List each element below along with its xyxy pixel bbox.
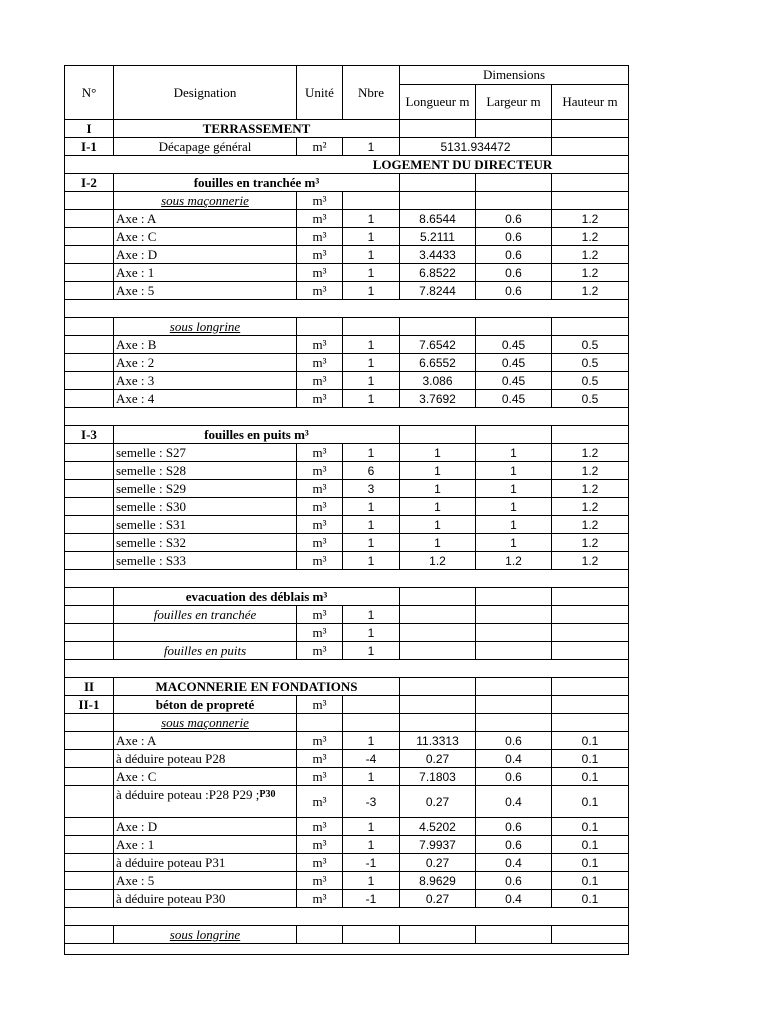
row-nbre [342, 317, 400, 336]
cell-longueur: 1.2 [399, 551, 476, 570]
row-no [64, 263, 114, 282]
cell-longueur: 7.8244 [399, 281, 476, 300]
cell-longueur: 11.3313 [399, 731, 476, 750]
cell-largeur [475, 119, 552, 138]
cell-longueur: 3.7692 [399, 389, 476, 408]
cell-longueur: 3.086 [399, 371, 476, 390]
row-unite: m³ [296, 371, 343, 390]
cell-longueur [399, 605, 476, 624]
row-nbre: -4 [342, 749, 400, 768]
cell-largeur: 1 [475, 479, 552, 498]
row-nbre: 1 [342, 767, 400, 786]
cell-longueur [399, 425, 476, 444]
cell-longueur: 5.2111 [399, 227, 476, 246]
row-unite: m² [296, 137, 343, 156]
spacer-row [64, 569, 629, 588]
cell-largeur: 0.6 [475, 281, 552, 300]
header-designation: Designation [113, 65, 297, 120]
row-no [64, 623, 114, 642]
row-nbre: 1 [342, 443, 400, 462]
row-nbre: -1 [342, 889, 400, 908]
cell-hauteur: 0.5 [551, 353, 629, 372]
row-designation: sous maçonnerie [113, 713, 297, 732]
row-designation: semelle : S30 [113, 497, 297, 516]
row-unite: m³ [296, 209, 343, 228]
cell-longueur: 6.6552 [399, 353, 476, 372]
cell-largeur: 0.6 [475, 731, 552, 750]
row-designation: Axe : C [113, 767, 297, 786]
spacer-row [64, 659, 629, 678]
header-nbre: Nbre [342, 65, 400, 120]
row-designation: Axe : 2 [113, 353, 297, 372]
cell-longueur: 0.27 [399, 749, 476, 768]
row-designation: Axe : 5 [113, 871, 297, 890]
header-longueur: Longueur m [399, 84, 476, 120]
row-designation: semelle : S27 [113, 443, 297, 462]
row-nbre: 1 [342, 641, 400, 660]
row-unite: m³ [296, 245, 343, 264]
row-unite: m³ [296, 767, 343, 786]
cell-largeur: 1 [475, 497, 552, 516]
row-unite: m³ [296, 749, 343, 768]
row-designation: semelle : S31 [113, 515, 297, 534]
cell-hauteur [551, 317, 629, 336]
cell-hauteur [551, 695, 629, 714]
cell-largeur: 1 [475, 515, 552, 534]
cell-hauteur: 0.5 [551, 389, 629, 408]
row-unite: m³ [296, 497, 343, 516]
row-nbre: 1 [342, 335, 400, 354]
cell-longueur: 8.6544 [399, 209, 476, 228]
section-title: fouilles en puits m³ [113, 425, 400, 444]
row-no: I [64, 119, 114, 138]
cell-hauteur: 0.1 [551, 871, 629, 890]
row-unite: m³ [296, 479, 343, 498]
row-no [64, 245, 114, 264]
cell-longueur [399, 695, 476, 714]
cell-longueur [399, 587, 476, 606]
cell-largeur: 0.6 [475, 835, 552, 854]
spacer-row [64, 299, 629, 318]
row-no [64, 515, 114, 534]
section-title: evacuation des déblais m³ [113, 587, 400, 606]
row-no [64, 731, 114, 750]
cell-hauteur [551, 137, 629, 156]
cell-largeur: 1 [475, 443, 552, 462]
cell-hauteur [551, 623, 629, 642]
row-unite: m³ [296, 889, 343, 908]
cell-hauteur [551, 713, 629, 732]
row-no [64, 191, 114, 210]
row-designation: fouilles en puits [113, 641, 297, 660]
row-no [64, 605, 114, 624]
row-designation: semelle : S28 [113, 461, 297, 480]
cell-longueur: 1 [399, 515, 476, 534]
row-designation: semelle : S33 [113, 551, 297, 570]
row-no [64, 227, 114, 246]
row-designation: Axe : 5 [113, 281, 297, 300]
cell-hauteur: 1.2 [551, 443, 629, 462]
cell-longueur [399, 173, 476, 192]
cell-hauteur [551, 173, 629, 192]
row-unite: m³ [296, 335, 343, 354]
row-no [64, 479, 114, 498]
cell-largeur: 0.6 [475, 767, 552, 786]
header-unite: Unité [296, 65, 343, 120]
cell-hauteur [551, 425, 629, 444]
row-no: II-1 [64, 695, 114, 714]
cell-longueur [399, 713, 476, 732]
row-nbre: 1 [342, 227, 400, 246]
row-no [64, 871, 114, 890]
cell-largeur: 0.45 [475, 371, 552, 390]
cell-hauteur: 1.2 [551, 497, 629, 516]
row-unite: m³ [296, 191, 343, 210]
row-designation: Axe : 3 [113, 371, 297, 390]
row-nbre [342, 695, 400, 714]
cell-hauteur: 0.1 [551, 767, 629, 786]
row-unite: m³ [296, 281, 343, 300]
row-nbre: -1 [342, 853, 400, 872]
row-no [64, 817, 114, 836]
cell-largeur: 0.6 [475, 209, 552, 228]
cell-largeur: 0.45 [475, 335, 552, 354]
cell-largeur: 0.4 [475, 749, 552, 768]
spacer-row [64, 907, 629, 926]
cell-largeur: 0.4 [475, 853, 552, 872]
cell-largeur: 0.6 [475, 227, 552, 246]
metre-sheet [64, 65, 629, 955]
row-designation: Axe : A [113, 209, 297, 228]
cell-longueur: 0.27 [399, 785, 476, 818]
row-nbre: 1 [342, 623, 400, 642]
row-no [64, 785, 114, 818]
row-unite: m³ [296, 853, 343, 872]
row-unite: m³ [296, 817, 343, 836]
row-nbre: 1 [342, 605, 400, 624]
row-designation: Axe : D [113, 817, 297, 836]
row-designation: semelle : S32 [113, 533, 297, 552]
row-unite: m³ [296, 353, 343, 372]
cell-largeur: 0.6 [475, 871, 552, 890]
row-unite: m³ [296, 551, 343, 570]
cell-largeur [475, 191, 552, 210]
row-no [64, 443, 114, 462]
cell-largeur [475, 925, 552, 944]
row-nbre: 1 [342, 389, 400, 408]
cell-hauteur: 0.1 [551, 817, 629, 836]
row-unite: m³ [296, 623, 343, 642]
section-title: MACONNERIE EN FONDATIONS [113, 677, 400, 696]
cell-largeur: 0.6 [475, 817, 552, 836]
row-designation [113, 623, 297, 642]
cell-longueur [399, 317, 476, 336]
header-largeur: Largeur m [475, 84, 552, 120]
cell-largeur: 0.6 [475, 245, 552, 264]
cell-hauteur: 1.2 [551, 209, 629, 228]
row-unite: m³ [296, 641, 343, 660]
row-no [64, 371, 114, 390]
header-no: N° [64, 65, 114, 120]
cell-largeur [475, 641, 552, 660]
cell-hauteur: 0.1 [551, 749, 629, 768]
cell-hauteur: 1.2 [551, 281, 629, 300]
row-nbre: 1 [342, 817, 400, 836]
cell-largeur: 0.4 [475, 889, 552, 908]
cell-largeur: 0.45 [475, 353, 552, 372]
row-nbre: 1 [342, 835, 400, 854]
cell-longueur: 4.5202 [399, 817, 476, 836]
row-designation: béton de propreté [113, 695, 297, 714]
cell-hauteur: 1.2 [551, 263, 629, 282]
cell-hauteur [551, 605, 629, 624]
cell-longueur [399, 677, 476, 696]
row-nbre: 1 [342, 871, 400, 890]
row-nbre: 1 [342, 371, 400, 390]
row-nbre: 1 [342, 497, 400, 516]
row-designation: Axe : A [113, 731, 297, 750]
cell-largeur: 1.2 [475, 551, 552, 570]
cell-longueur: 1 [399, 479, 476, 498]
cell-hauteur: 1.2 [551, 551, 629, 570]
row-unite: m³ [296, 731, 343, 750]
cell-largeur [475, 173, 552, 192]
row-nbre: 1 [342, 353, 400, 372]
cell-largeur: 0.6 [475, 263, 552, 282]
row-designation: à déduire poteau P30 [113, 889, 297, 908]
row-nbre [342, 713, 400, 732]
cell-hauteur: 1.2 [551, 533, 629, 552]
row-designation: Axe : B [113, 335, 297, 354]
cell-largeur [475, 587, 552, 606]
cell-longueur [399, 641, 476, 660]
cell-largeur: 0.45 [475, 389, 552, 408]
cell-hauteur: 0.1 [551, 853, 629, 872]
row-no [64, 767, 114, 786]
row-no [64, 889, 114, 908]
row-designation: fouilles en tranchée [113, 605, 297, 624]
cell-hauteur: 1.2 [551, 461, 629, 480]
section-banner: LOGEMENT DU DIRECTEUR [372, 156, 553, 172]
row-designation: à déduire poteau P28 [113, 749, 297, 768]
cell-longueur: 1 [399, 533, 476, 552]
section-title: TERRASSEMENT [113, 119, 400, 138]
row-nbre [342, 191, 400, 210]
cell-hauteur: 0.5 [551, 335, 629, 354]
cell-longueur: 6.8522 [399, 263, 476, 282]
row-no [64, 389, 114, 408]
row-unite: m³ [296, 461, 343, 480]
row-nbre [342, 925, 400, 944]
row-no [64, 641, 114, 660]
row-no [64, 713, 114, 732]
cell-longueur [399, 925, 476, 944]
row-designation: sous maçonnerie [113, 191, 297, 210]
cell-hauteur: 1.2 [551, 515, 629, 534]
cell-hauteur: 0.1 [551, 785, 629, 818]
row-designation: Axe : 1 [113, 263, 297, 282]
row-designation: Axe : D [113, 245, 297, 264]
cell-longueur: 7.1803 [399, 767, 476, 786]
row-designation: Axe : C [113, 227, 297, 246]
cell-largeur [475, 623, 552, 642]
cell-largeur: 1 [475, 461, 552, 480]
cell-longueur: 0.27 [399, 853, 476, 872]
cell-hauteur [551, 677, 629, 696]
cell-longueur: 7.6542 [399, 335, 476, 354]
cell-largeur [475, 713, 552, 732]
row-nbre: 1 [342, 551, 400, 570]
cell-hauteur: 1.2 [551, 479, 629, 498]
row-no [64, 925, 114, 944]
row-no [64, 749, 114, 768]
cell-longueur [399, 191, 476, 210]
cell-hauteur: 0.1 [551, 731, 629, 750]
designation-subline: P30 [259, 789, 276, 800]
cell-longueur [399, 623, 476, 642]
row-designation: Axe : 4 [113, 389, 297, 408]
row-no [64, 461, 114, 480]
row-no: I-1 [64, 137, 114, 156]
row-no [64, 317, 114, 336]
row-no [64, 853, 114, 872]
row-unite [296, 713, 343, 732]
row-no [64, 533, 114, 552]
cell-largeur [475, 677, 552, 696]
cell-hauteur: 0.1 [551, 889, 629, 908]
row-nbre: 1 [342, 263, 400, 282]
cell-largeur [475, 317, 552, 336]
cell-longueur: 1 [399, 461, 476, 480]
row-nbre: -3 [342, 785, 400, 818]
row-no [64, 835, 114, 854]
cell-hauteur: 0.1 [551, 835, 629, 854]
row-designation: sous longrine [113, 925, 297, 944]
header-hauteur: Hauteur m [551, 84, 629, 120]
row-nbre: 3 [342, 479, 400, 498]
cell-longueur: 7.9937 [399, 835, 476, 854]
row-unite: m³ [296, 835, 343, 854]
row-unite: m³ [296, 785, 343, 818]
cell-largeur [475, 695, 552, 714]
row-unite: m³ [296, 443, 343, 462]
cell-longueur: 1 [399, 497, 476, 516]
row-designation: sous longrine [113, 317, 297, 336]
section-title: fouilles en tranchée m³ [113, 173, 400, 192]
cell-largeur [475, 425, 552, 444]
cell-longueur: 8.9629 [399, 871, 476, 890]
row-no [64, 209, 114, 228]
cell-hauteur [551, 925, 629, 944]
row-nbre: 1 [342, 209, 400, 228]
cell-hauteur: 1.2 [551, 245, 629, 264]
row-nbre: 1 [342, 731, 400, 750]
row-no: I-2 [64, 173, 114, 192]
cell-largeur: 0.4 [475, 785, 552, 818]
cell-largeur [475, 605, 552, 624]
row-nbre: 1 [342, 137, 400, 156]
row-unite [296, 317, 343, 336]
row-no [64, 551, 114, 570]
cell-hauteur [551, 119, 629, 138]
designation-line: à déduire poteau :P28 P29 ; [116, 787, 260, 802]
row-unite: m³ [296, 263, 343, 282]
row-designation: Axe : 1 [113, 835, 297, 854]
row-no [64, 281, 114, 300]
cell-hauteur: 0.5 [551, 371, 629, 390]
cell-longueur [399, 119, 476, 138]
row-no [64, 155, 114, 174]
row-no [64, 587, 114, 606]
cell-longueur: 3.4433 [399, 245, 476, 264]
row-unite: m³ [296, 533, 343, 552]
row-nbre: 1 [342, 533, 400, 552]
cell-longueur: 5131.934472 [399, 137, 552, 156]
row-no: II [64, 677, 114, 696]
row-nbre: 1 [342, 281, 400, 300]
cell-longueur: 0.27 [399, 889, 476, 908]
row-unite: m³ [296, 389, 343, 408]
row-designation: semelle : S29 [113, 479, 297, 498]
cell-hauteur [551, 191, 629, 210]
cell-hauteur [551, 587, 629, 606]
row-no [64, 353, 114, 372]
spacer-row [64, 407, 629, 426]
row-designation [113, 785, 297, 818]
row-no: I-3 [64, 425, 114, 444]
row-unite: m³ [296, 227, 343, 246]
cell-largeur: 1 [475, 533, 552, 552]
header-dimensions: Dimensions [399, 65, 629, 85]
row-nbre: 1 [342, 245, 400, 264]
row-nbre: 1 [342, 515, 400, 534]
row-nbre: 6 [342, 461, 400, 480]
row-unite: m³ [296, 695, 343, 714]
cell-longueur: 1 [399, 443, 476, 462]
row-designation: Décapage général [113, 137, 297, 156]
row-unite [296, 925, 343, 944]
row-no [64, 497, 114, 516]
row-no [64, 335, 114, 354]
cell-hauteur [551, 641, 629, 660]
row-unite: m³ [296, 605, 343, 624]
row-designation: à déduire poteau P31 [113, 853, 297, 872]
row-unite: m³ [296, 515, 343, 534]
row-unite: m³ [296, 871, 343, 890]
cell-hauteur: 1.2 [551, 227, 629, 246]
